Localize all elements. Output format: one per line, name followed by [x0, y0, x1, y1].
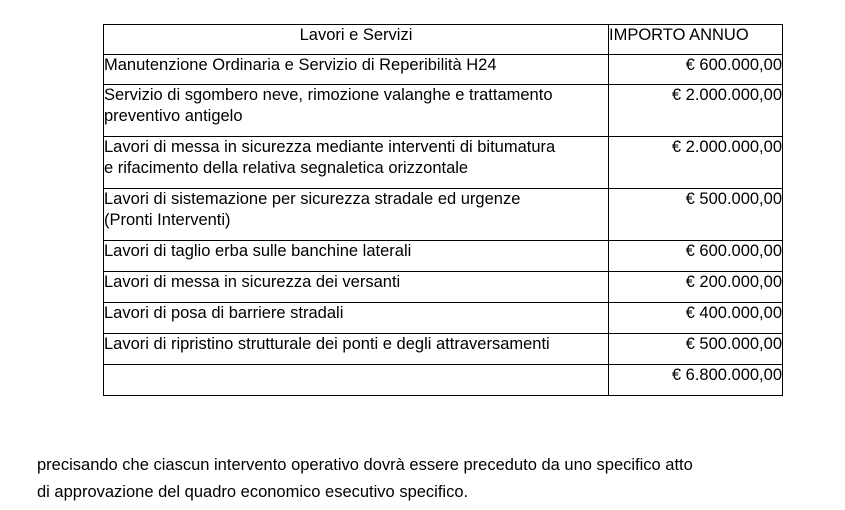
- closing-paragraph: [37, 452, 787, 506]
- table-row: [104, 334, 783, 365]
- description-line: Lavori di messa in sicurezza mediante interventi di bitumatura: [104, 138, 556, 156]
- description-line: e rifacimento della relativa segnaletica orizzontale: [104, 159, 469, 177]
- description-line: Lavori di ripristino strutturale dei ponti e degli attraversamenti: [104, 335, 550, 353]
- row-description: [104, 55, 609, 85]
- paragraph-line: precisando che ciascun intervento operativo dovrà essere preceduto da uno specifico atto: [37, 456, 693, 474]
- description-line: Lavori di taglio erba sulle banchine laterali: [104, 242, 412, 260]
- total-amount: € 6.800.000,00: [609, 365, 783, 396]
- row-amount: € 2.000.000,00: [609, 85, 783, 137]
- table-row: [104, 189, 783, 241]
- total-label-cell: [104, 365, 609, 396]
- description-line: Lavori di messa in sicurezza dei versanti: [104, 273, 401, 291]
- row-amount: € 400.000,00: [609, 303, 783, 334]
- total-row: [104, 365, 783, 396]
- row-amount: € 2.000.000,00: [609, 137, 783, 189]
- table-row: [104, 55, 783, 85]
- table-row: [104, 241, 783, 272]
- header-importo-annuo: IMPORTO ANNUO: [609, 25, 783, 55]
- description-line: preventivo antigelo: [104, 107, 243, 125]
- table-header-row: [104, 25, 783, 55]
- row-description: [104, 334, 609, 365]
- budget-table: [103, 24, 783, 396]
- description-line: Servizio di sgombero neve, rimozione valanghe e trattamento: [104, 86, 553, 104]
- row-amount: € 500.000,00: [609, 334, 783, 365]
- description-line: Lavori di sistemazione per sicurezza stradale ed urgenze: [104, 190, 521, 208]
- paragraph-line: di approvazione del quadro economico esecutivo specifico.: [37, 483, 469, 501]
- row-amount: € 600.000,00: [609, 241, 783, 272]
- row-description: [104, 137, 609, 189]
- row-amount: € 600.000,00: [609, 55, 783, 85]
- row-amount: € 500.000,00: [609, 189, 783, 241]
- table-row: [104, 137, 783, 189]
- row-description: [104, 189, 609, 241]
- description-line: (Pronti Interventi): [104, 211, 231, 229]
- description-line: Lavori di posa di barriere stradali: [104, 304, 344, 322]
- header-lavori-servizi: Lavori e Servizi: [104, 25, 609, 55]
- row-description: [104, 85, 609, 137]
- row-description: [104, 303, 609, 334]
- description-line: Manutenzione Ordinaria e Servizio di Reperibilità H24: [104, 56, 497, 74]
- row-amount: € 200.000,00: [609, 272, 783, 303]
- table-row: [104, 85, 783, 137]
- table-row: [104, 272, 783, 303]
- row-description: [104, 241, 609, 272]
- row-description: [104, 272, 609, 303]
- table-row: [104, 303, 783, 334]
